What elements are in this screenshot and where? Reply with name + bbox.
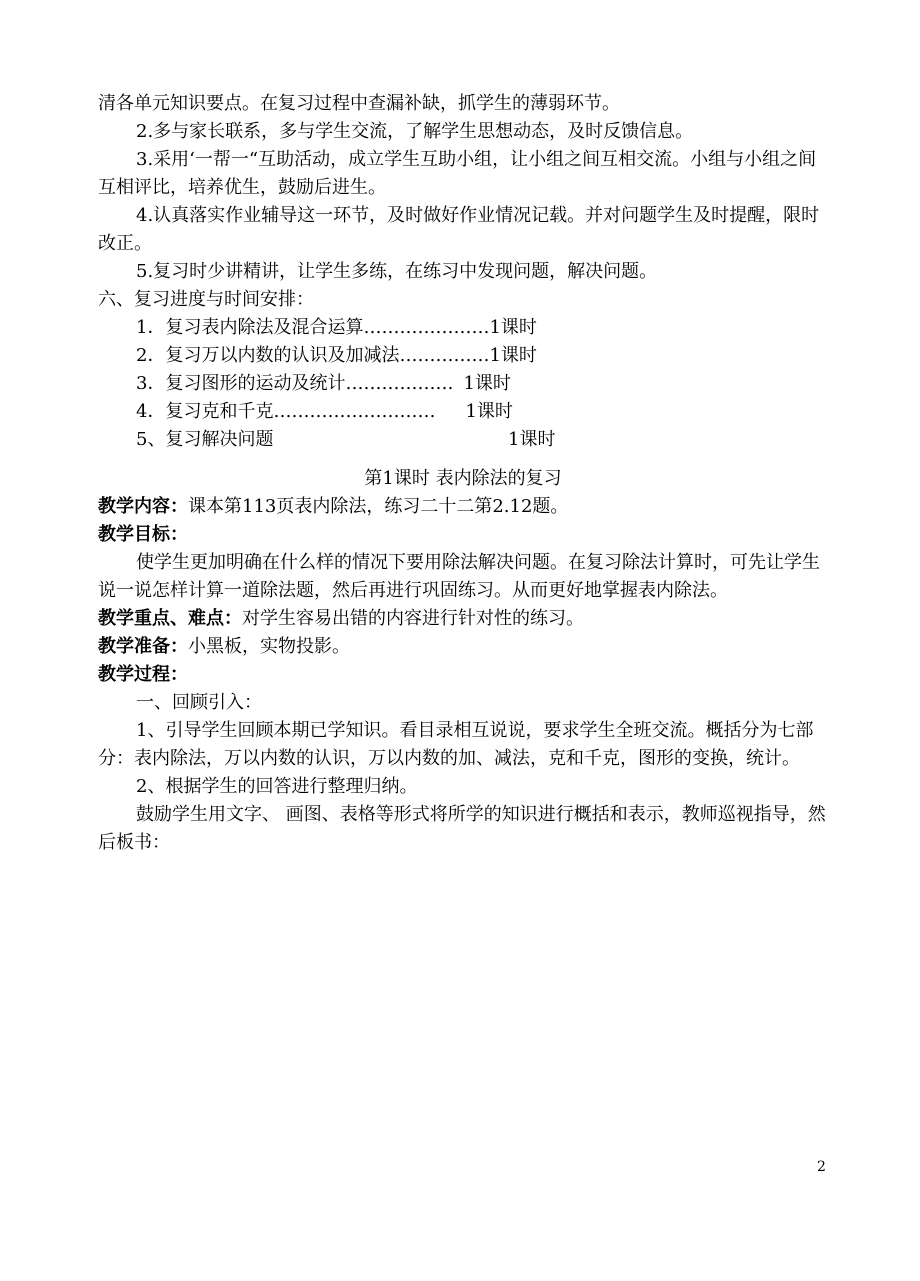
dot-leader: ……………… — [345, 373, 454, 394]
teaching-goal-label: 教学目标： — [98, 524, 188, 545]
schedule-item-text: 1．复习表内除法及混合运算 — [136, 317, 364, 338]
schedule-row — [98, 314, 828, 342]
process-step-1-3: 鼓励学生用文字、 画图、表格等形式将所学的知识进行概括和表示，教师巡视指导，然后板书： — [98, 804, 826, 853]
teaching-content-label: 教学内容： — [98, 496, 188, 517]
schedule-item-text: 5、复习解决问题 — [136, 429, 274, 450]
page-number: 2 — [817, 1159, 826, 1175]
measure-item-4: 4.认真落实作业辅导这一环节，及时做好作业情况记载。并对问题学生及时提醒，限时改正。 — [98, 205, 820, 254]
dot-leader: …………… — [399, 345, 490, 366]
teaching-key-text: 对学生容易出错的内容进行针对性的练习。 — [242, 608, 584, 629]
schedule-row — [98, 370, 828, 398]
teaching-content — [98, 493, 828, 521]
paragraph-continuation: 清各单元知识要点。在复习过程中查漏补缺，抓学生的薄弱环节。 — [98, 93, 620, 114]
schedule-item-text: 3．复习图形的运动及统计 — [136, 373, 346, 394]
dot-leader: ……………………… — [273, 401, 436, 422]
schedule-item-hours: 1课时 — [489, 317, 537, 338]
teaching-content-text: 课本第113页表内除法，练习二十二第2.12题。 — [188, 496, 569, 517]
schedule-item-hours: 1课时 — [463, 373, 511, 394]
process-step-1-1: 1、引导学生回顾本期已学知识。看目录相互说说，要求学生全班交流。概括分为七部分：表内除法，万以内数的认识，万以内数的加、减法，克和千克，图形的变换，统计。 — [98, 720, 814, 769]
measure-item-5: 5.复习时少讲精讲，让学生多练，在练习中发现问题，解决问题。 — [136, 261, 658, 282]
schedule-item-hours: 1课时 — [489, 345, 537, 366]
process-step-1-2: 2、根据学生的回答进行整理归纳。 — [136, 776, 418, 797]
teaching-key-points — [98, 605, 828, 633]
teaching-goal-text: 使学生更加明确在什么样的情况下要用除法解决问题。在复习除法计算时，可先让学生说一说怎样计算一道除法题，然后再进行巩固练习。从而更好地掌握表内除法。 — [98, 552, 820, 601]
schedule-item-text: 2．复习万以内数的认识及加减法 — [136, 345, 400, 366]
teaching-process-label: 教学过程： — [98, 664, 188, 685]
schedule-row — [98, 342, 828, 370]
measure-item-3: 3.采用‘一帮一“互助活动，成立学生互助小组，让小组之间互相交流。小组与小组之间互相评比，培养优生，鼓励后进生。 — [98, 149, 817, 198]
dot-leader: ………………… — [363, 317, 490, 338]
schedule-item-hours: 1课时 — [465, 401, 513, 422]
teaching-key-label: 教学重点、难点： — [98, 608, 242, 629]
measure-item-2: 2.多与家长联系，多与学生交流，了解学生思想动态，及时反馈信息。 — [136, 121, 694, 142]
schedule-heading: 六、复习进度与时间安排： — [98, 289, 314, 310]
document-body — [98, 90, 828, 857]
teaching-preparation — [98, 633, 828, 661]
schedule-item-hours: 1课时 — [508, 429, 556, 450]
teaching-prep-text: 小黑板，实物投影。 — [188, 636, 350, 657]
lesson-title: 第1课时 表内除法的复习 — [364, 468, 562, 489]
schedule-row — [98, 426, 828, 454]
teaching-prep-label: 教学准备： — [98, 636, 188, 657]
schedule-row — [98, 398, 828, 426]
schedule-item-text: 4．复习克和千克 — [136, 401, 274, 422]
process-step-1: 一、回顾引入： — [136, 692, 262, 713]
